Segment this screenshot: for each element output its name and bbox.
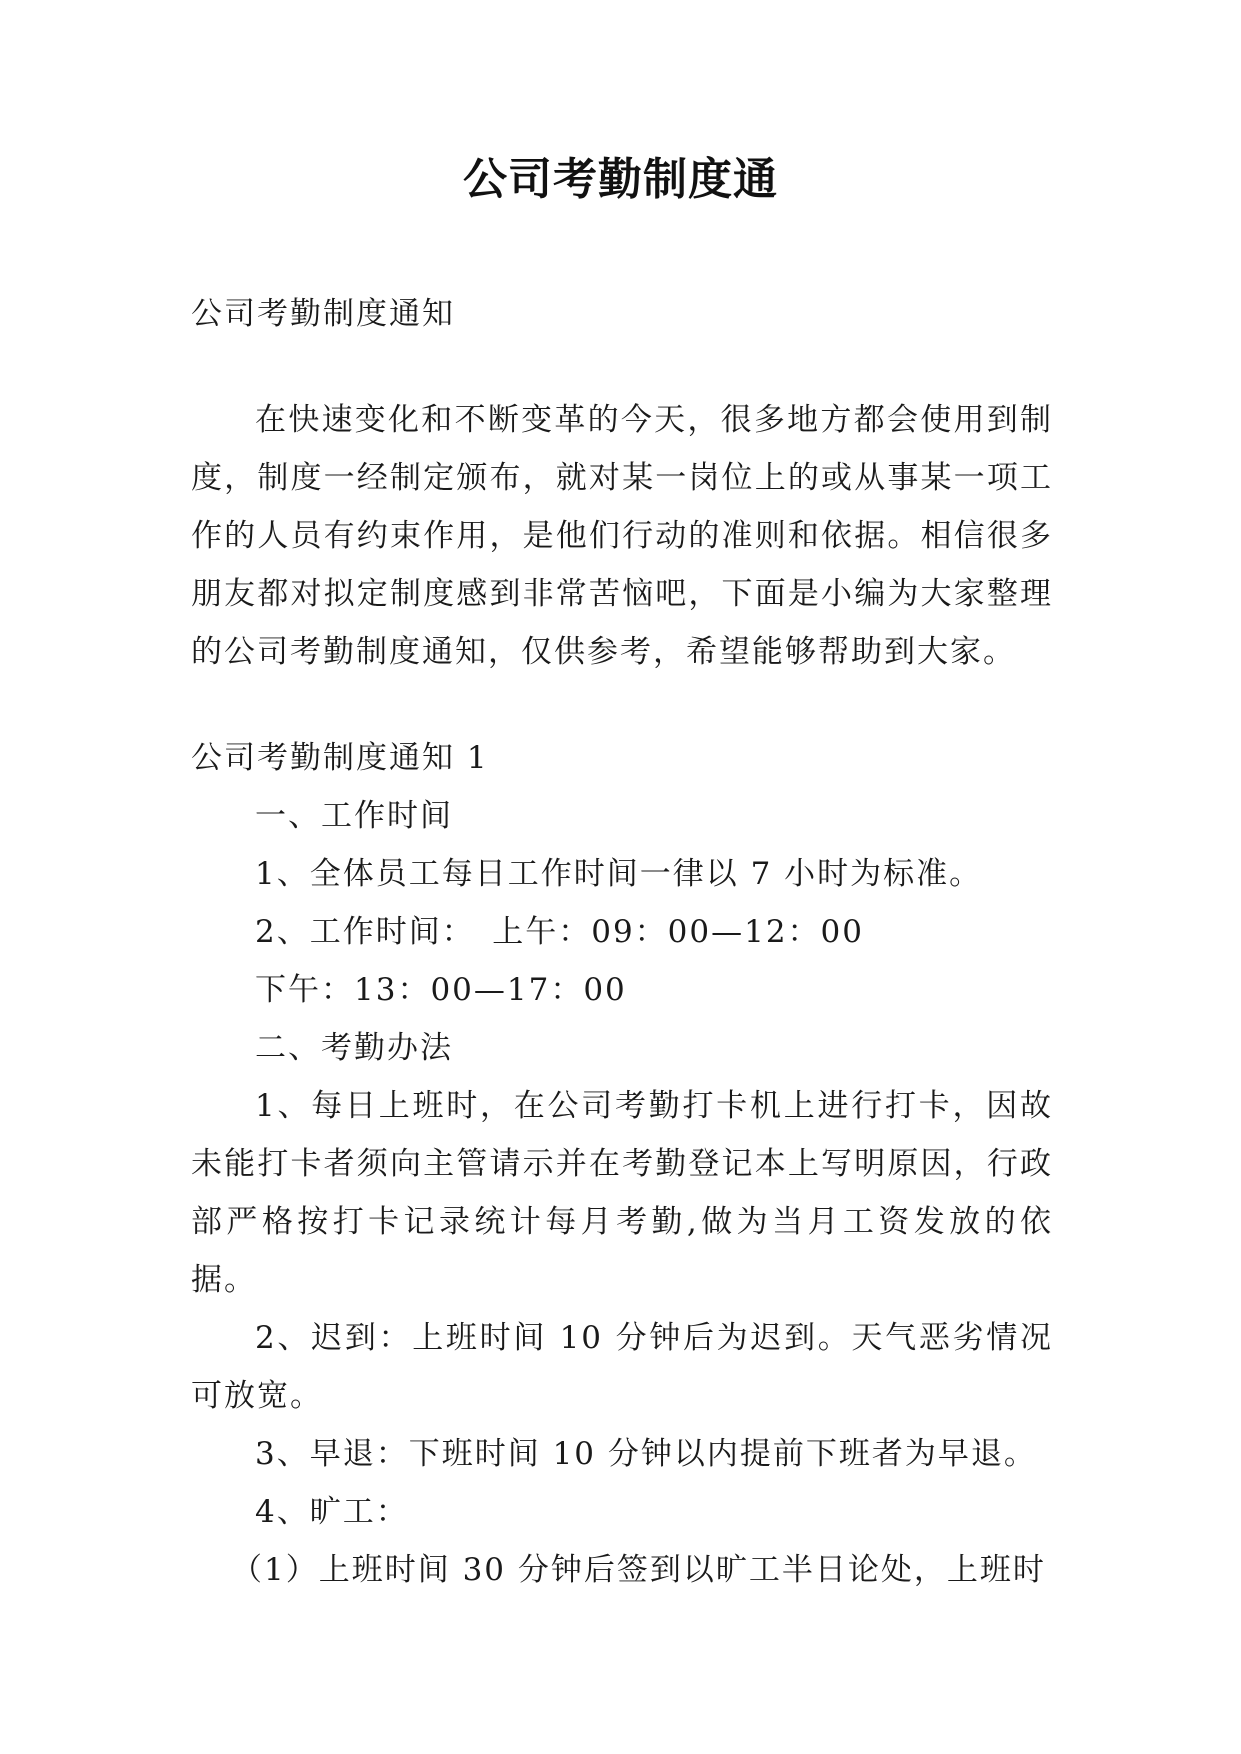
work-time-afternoon: 下午：13：00—17：00 [255,972,627,1008]
absence-rule-1: （1）上班时间 30 分钟后签到以旷工半日论处，上班时 [231,1552,1046,1588]
clock-in-rule: 1、每日上班时，在公司考勤打卡机上进行打卡，因故未能打卡者须向主管请示并在考勤登记本上写明原因，行政部严格按打卡记录统计每月考勤,做为当月工资发放的依据。 [191,1088,1053,1298]
early-leave-rule: 3、早退：下班时间 10 分钟以内提前下班者为早退。 [255,1436,1037,1472]
late-rule: 2、迟到：上班时间 10 分钟后为迟到。天气恶劣情况可放宽。 [191,1320,1053,1414]
document-subtitle: 公司考勤制度通知 [191,296,455,332]
heading-attendance-method: 二、考勤办法 [255,1030,453,1066]
intro-paragraph: 在快速变化和不断变革的今天，很多地方都会使用到制度，制度一经制定颁布，就对某一岗位上的或从事某一项工作的人员有约束作用，是他们行动的准则和依据。相信很多朋友都对拟定制度感到非常苦恼吧，下面是小编为大家整理的公司考勤制度通知，仅供参考，希望能够帮助到大家。 [191,402,1053,670]
absence-heading: 4、旷工： [255,1494,409,1530]
document-title: 公司考勤制度通 [463,154,778,205]
work-time-morning: 2、工作时间： 上午：09：00—12：00 [255,914,865,950]
section-heading: 公司考勤制度通知 1 [191,740,489,776]
spacer [191,343,1053,391]
heading-work-time: 一、工作时间 [255,798,453,834]
work-hours-standard: 1、全体员工每日工作时间一律以 7 小时为标准。 [255,856,983,892]
spacer [191,681,1053,729]
document-body [191,285,1053,1599]
